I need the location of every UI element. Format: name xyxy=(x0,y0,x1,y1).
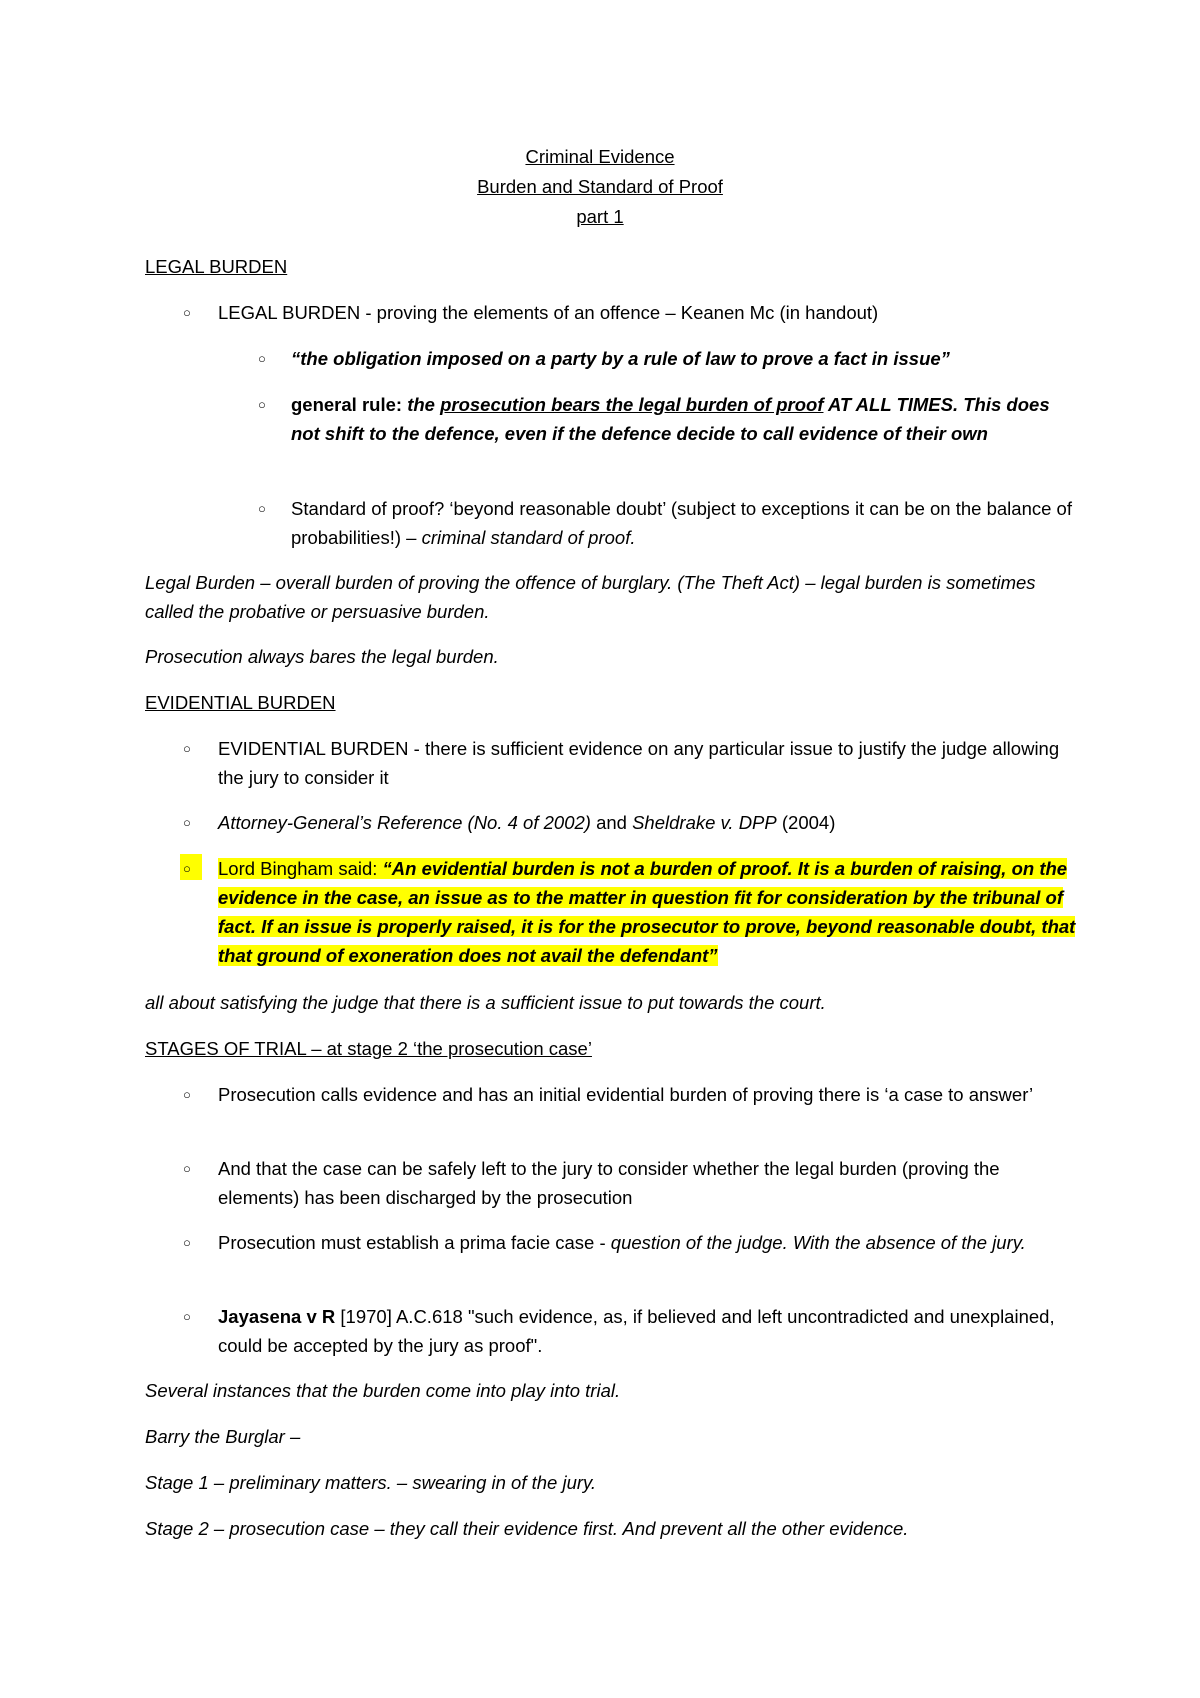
legal-burden-definition: “the obligation imposed on a party by a rule of law to prove a fact in issue” xyxy=(291,348,950,369)
stages-item-3 xyxy=(218,1228,1078,1257)
general-rule-label: general rule: xyxy=(291,394,408,415)
bullet-icon: ○ xyxy=(258,501,266,516)
evidential-burden-item xyxy=(218,734,1078,792)
jayasena-case xyxy=(218,1302,1078,1360)
jayasena-case-text: [1970] A.C.618 "such evidence, as, if believed and left uncontradicted and unexplained, could be accepted by the jury as proof". xyxy=(218,1306,1055,1356)
legal-burden-heading: LEGAL BURDEN xyxy=(145,256,288,277)
evidential-burden-label: EVIDENTIAL BURDEN xyxy=(218,738,409,759)
bullet-icon: ○ xyxy=(183,1161,191,1176)
legal-burden-note: Legal Burden – overall burden of proving the offence of burglary. (The Theft Act) – legal burden is sometimes called the probative or persuasive burden. xyxy=(145,572,1036,622)
general-rule-underlined: prosecution bears the legal burden of proof xyxy=(440,394,824,415)
stages-note-1: Several instances that the burden come into play into trial. xyxy=(145,1380,621,1401)
evidential-burden-text: - there is sufficient evidence on any particular issue to justify the judge allowing the jury to consider it xyxy=(218,738,1060,788)
bullet-icon: ○ xyxy=(183,1087,191,1102)
stages-heading: STAGES OF TRIAL – at stage 2 ‘the prosecution case’ xyxy=(145,1038,592,1059)
bullet-icon: ○ xyxy=(183,815,191,830)
lord-bingham-lead: Lord Bingham said: xyxy=(218,858,383,879)
stages-item-1: Prosecution calls evidence and has an initial evidential burden of proving there is ‘a case to answer’ xyxy=(218,1084,1034,1105)
stages-note-4: Stage 2 – prosecution case – they call their evidence first. And prevent all the other evidence. xyxy=(145,1518,909,1539)
evidential-burden-note: all about satisfying the judge that there is a sufficient issue to put towards the court. xyxy=(145,992,826,1013)
bullet-icon: ○ xyxy=(183,305,191,320)
general-rule xyxy=(291,390,1081,448)
bullet-icon: ○ xyxy=(183,1235,191,1250)
standard-of-proof-italic: criminal standard of proof. xyxy=(421,527,636,548)
stages-item-3-text: Prosecution must establish a prima facie case - xyxy=(218,1232,611,1253)
doc-part-label: part 1 xyxy=(576,206,624,227)
lord-bingham-quote-text: “An evidential burden is not a burden of proof. It is a burden of raising, on the evidence in the case, an issue as to the matter in question fit for consideration by the tribunal of fact. If an issue is properly raised, it is for the prosecutor to prove, beyond reasonable doubt, that that ground of exoneration does not avail the defendant” xyxy=(218,858,1076,966)
case-and: and xyxy=(590,812,633,833)
evidential-burden-heading: EVIDENTIAL BURDEN xyxy=(145,692,336,713)
bullet-icon: ○ xyxy=(258,397,266,412)
legal-burden-note-2: Prosecution always bares the legal burden. xyxy=(145,646,499,667)
jayasena-case-name: Jayasena v R xyxy=(218,1306,336,1327)
standard-of-proof xyxy=(291,494,1081,552)
bullet-icon: ○ xyxy=(183,741,191,756)
doc-title: Criminal Evidence xyxy=(525,146,675,167)
bullet-icon: ○ xyxy=(183,1309,191,1324)
case-ag-reference: Attorney-General’s Reference (No. 4 of 2002) xyxy=(218,812,591,833)
doc-subtitle: Burden and Standard of Proof xyxy=(477,176,723,197)
general-rule-text-a: the xyxy=(407,394,441,415)
legal-burden-text: - proving the elements of an offence – Keanen Mc (in handout) xyxy=(360,302,879,323)
standard-of-proof-text: Standard of proof? ‘beyond reasonable doubt’ (subject to exceptions it can be on the balance of probabilities!) – xyxy=(291,498,1072,548)
bullet-icon: ○ xyxy=(183,861,191,876)
case-references xyxy=(218,808,1078,837)
stages-note-2: Barry the Burglar – xyxy=(145,1426,301,1447)
case-year: (2004) xyxy=(776,812,836,833)
legal-burden-label: LEGAL BURDEN xyxy=(218,302,361,323)
general-rule-text-b: AT ALL TIMES. This does not shift to the defence, even if the defence decide to call evidence of their own xyxy=(291,394,1050,444)
stages-item-2: And that the case can be safely left to the jury to consider whether the legal burden (proving the elements) has been discharged by the prosecution xyxy=(218,1158,1000,1208)
legal-burden-item xyxy=(218,298,1078,327)
stages-note-3: Stage 1 – preliminary matters. – swearing in of the jury. xyxy=(145,1472,597,1493)
case-sheldrake: Sheldrake v. DPP xyxy=(632,812,777,833)
stages-item-3-italic: question of the judge. With the absence of the jury. xyxy=(610,1232,1026,1253)
lord-bingham-quote xyxy=(218,854,1078,970)
bullet-icon: ○ xyxy=(258,351,266,366)
